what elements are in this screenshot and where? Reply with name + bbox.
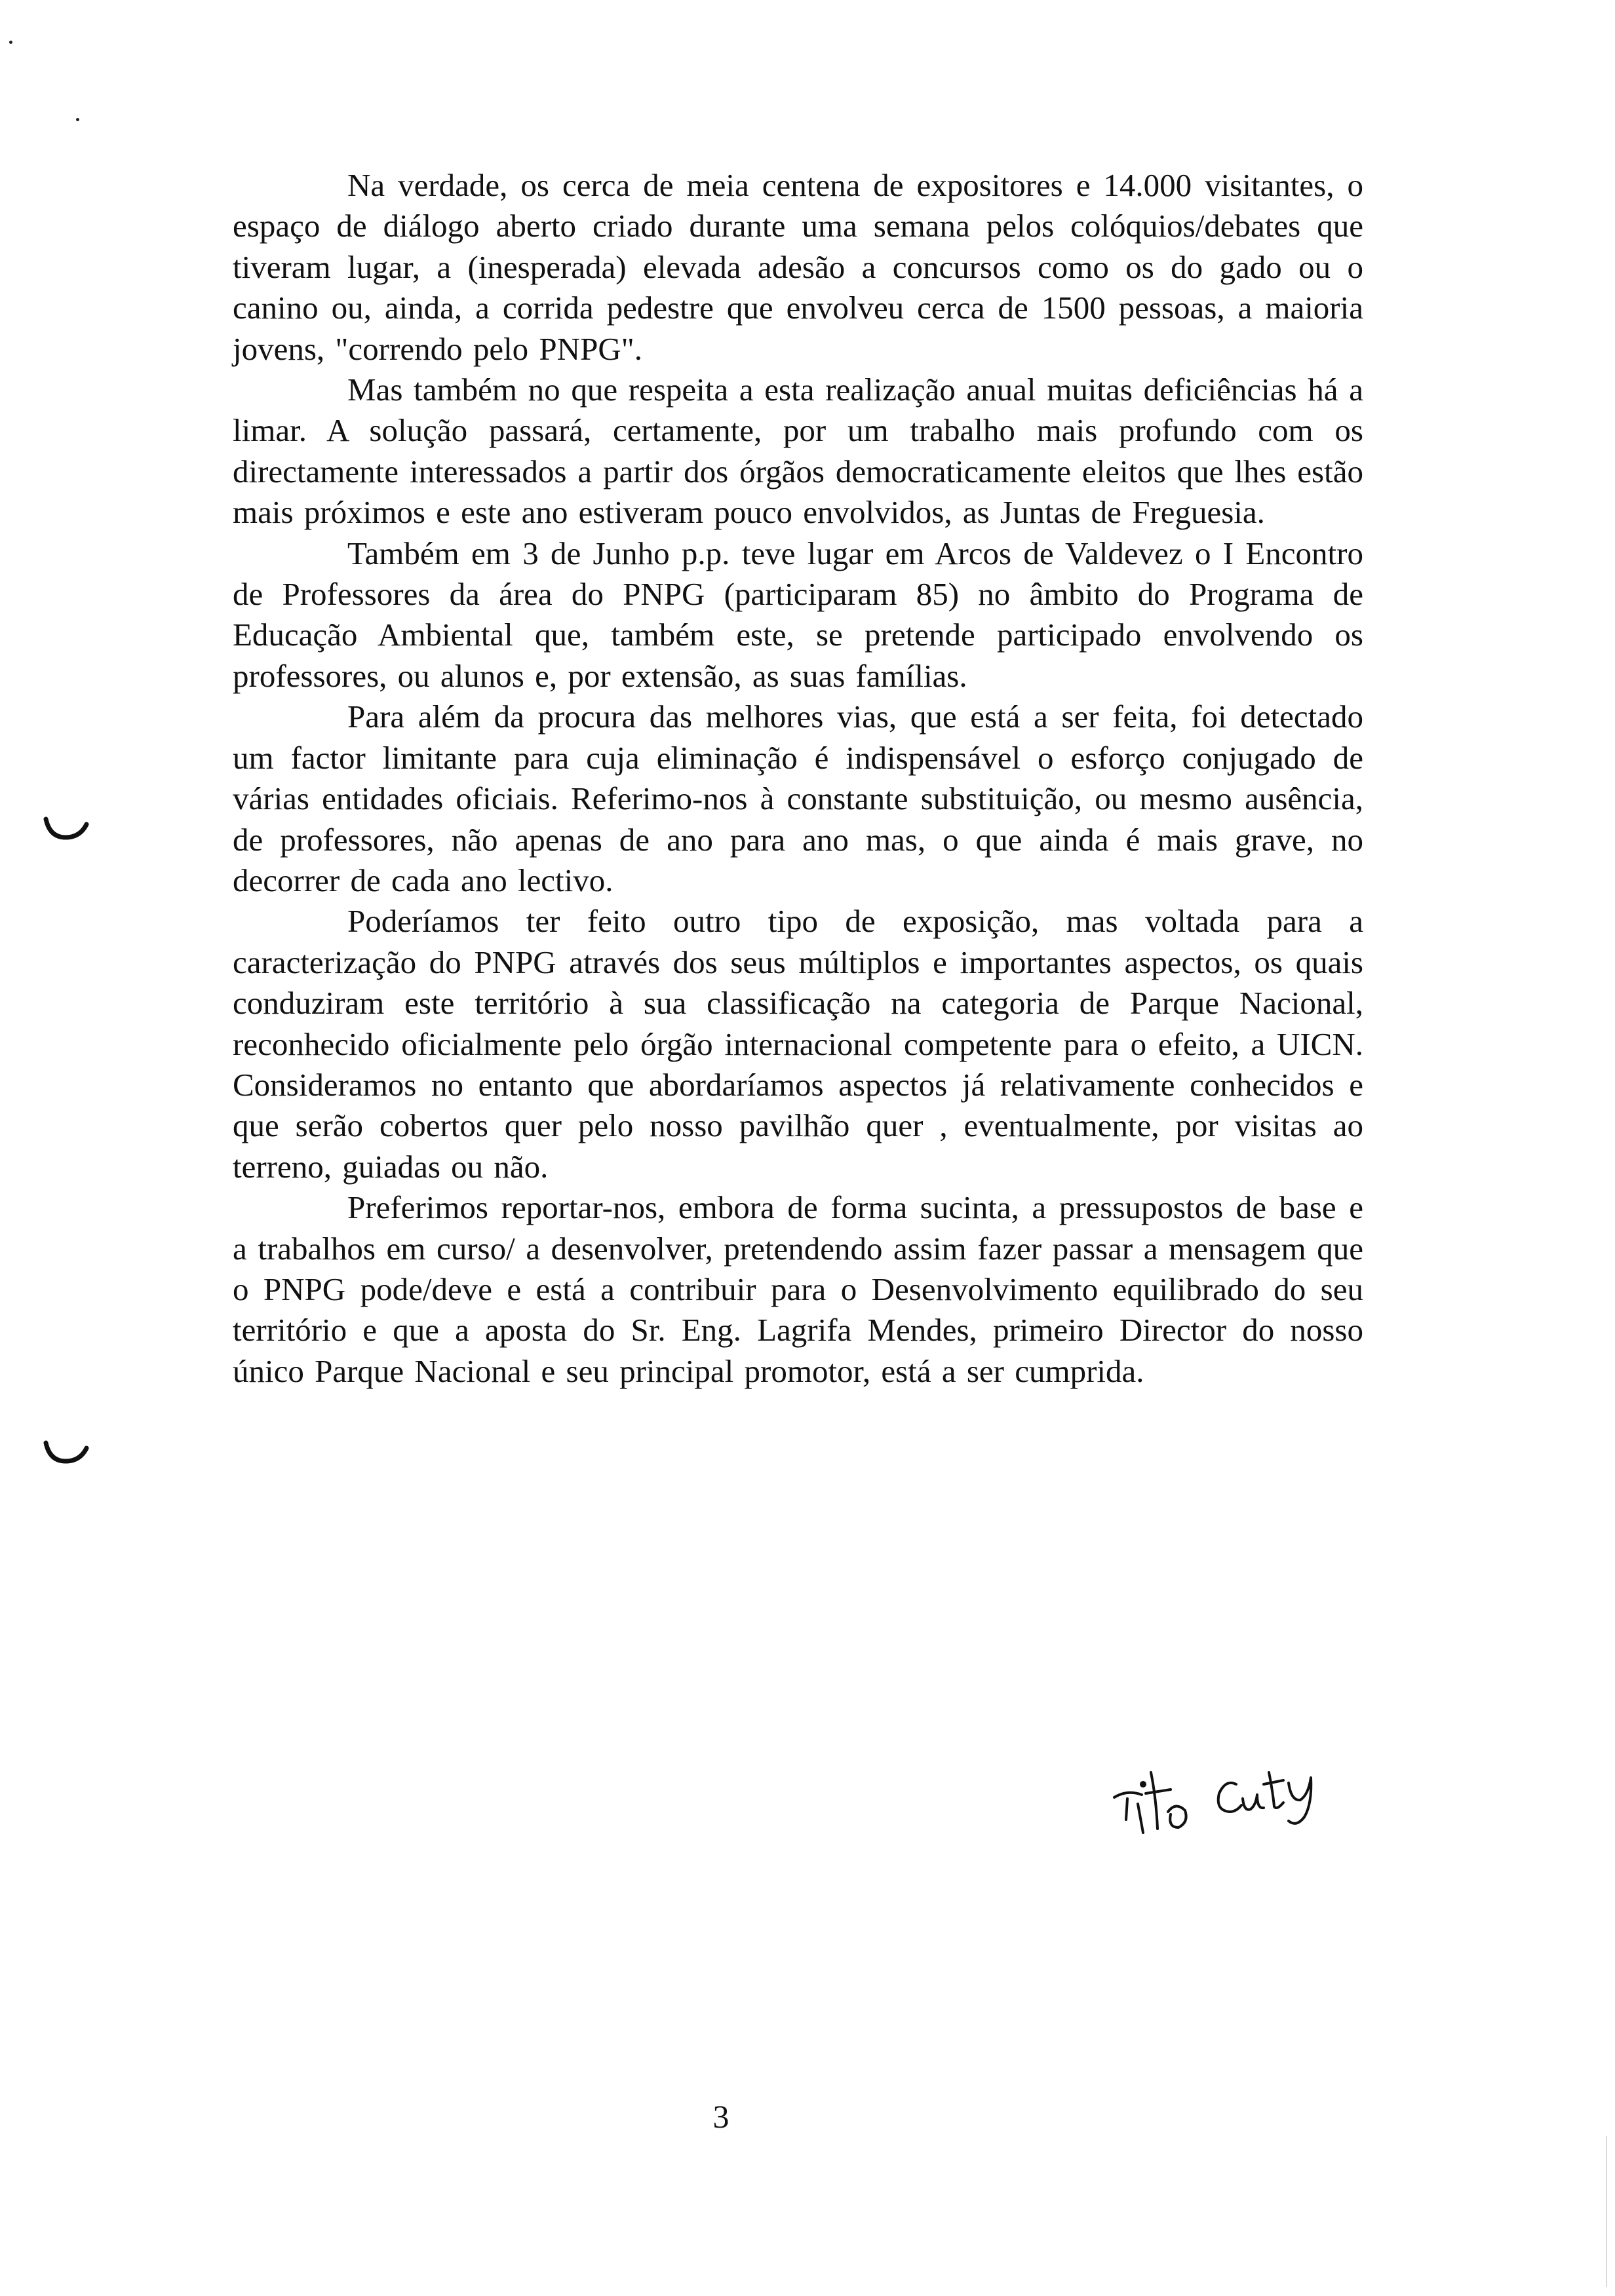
paragraph: Na verdade, os cerca de meia centena de expositores e 14.000 visitantes, o espaço de diálogo aberto criado durante uma semana pelos colóquios/debates que tiveram lugar, a (inesperada) elevada adesão a concursos como os do gado ou o canino ou, ainda, a corrida pedestre que envolveu cerca de 1500 pessoas, a maioria jovens, "correndo pelo PNPG". bbox=[233, 167, 1363, 367]
margin-punch-mark bbox=[43, 816, 89, 843]
paragraph: Preferimos reportar-nos, embora de forma sucinta, a pressupostos de base e a trabalhos em curso/ a desenvolver, pretendendo assim fazer passar a mensagem que o PNPG pode/deve e está a contribuir para o Desenvolvimento equilibrado do seu território e que a aposta do Sr. Eng. Lagrifa Mendes, primeiro Director do nosso único Parque Nacional e seu principal promotor, está a ser cumprida. bbox=[233, 1189, 1363, 1389]
paragraph: Mas também no que respeita a esta realização anual muitas deficiências há a limar. A solução passará, certamente, por um trabalho mais profundo com os directamente interessados a partir dos órgãos democraticamente eleitos que lhes estão mais próximos e este ano estiveram pouco envolvidos, as Juntas de Freguesia. bbox=[233, 372, 1363, 531]
paragraph: Também em 3 de Junho p.p. teve lugar em Arcos de Valdevez o I Encontro de Professores da área do PNPG (participaram 85) no âmbito do Programa de Educação Ambiental que, também este, se pretende participado envolvendo os professores, ou alunos e, por extensão, as suas famílias. bbox=[233, 535, 1363, 694]
scan-edge-line bbox=[1606, 2136, 1607, 2287]
letter-body bbox=[233, 165, 1363, 1392]
paragraph: Para além da procura das melhores vias, que está a ser feita, foi detectado um factor limitante para cuja eliminação é indispensável o esforço conjugado de várias entidades oficiais. Referimo-nos à constante substituição, ou mesmo ausência, de professores, não apenas de ano para ano mas, o que ainda é mais grave, no decorrer de cada ano lectivo. bbox=[233, 698, 1363, 898]
scan-speck bbox=[76, 118, 79, 121]
handwritten-signature bbox=[1108, 1746, 1370, 1864]
margin-punch-mark bbox=[43, 1440, 89, 1466]
paragraph: Poderíamos ter feito outro tipo de exposição, mas voltada para a caracterização do PNPG através dos seus múltiplos e importantes aspectos, os quais conduziram este território à sua classificação na categoria de Parque Nacional, reconhecido oficialmente pelo órgão internacional competente para o efeito, a UICN. Consideramos no entanto que abordaríamos aspectos já relativamente conhecidos e que serão cobertos quer pelo nosso pavilhão quer , eventualmente, por visitas ao terreno, guiadas ou não. bbox=[233, 903, 1363, 1185]
scan-speck bbox=[9, 41, 12, 44]
page-number: 3 bbox=[712, 2098, 730, 2135]
